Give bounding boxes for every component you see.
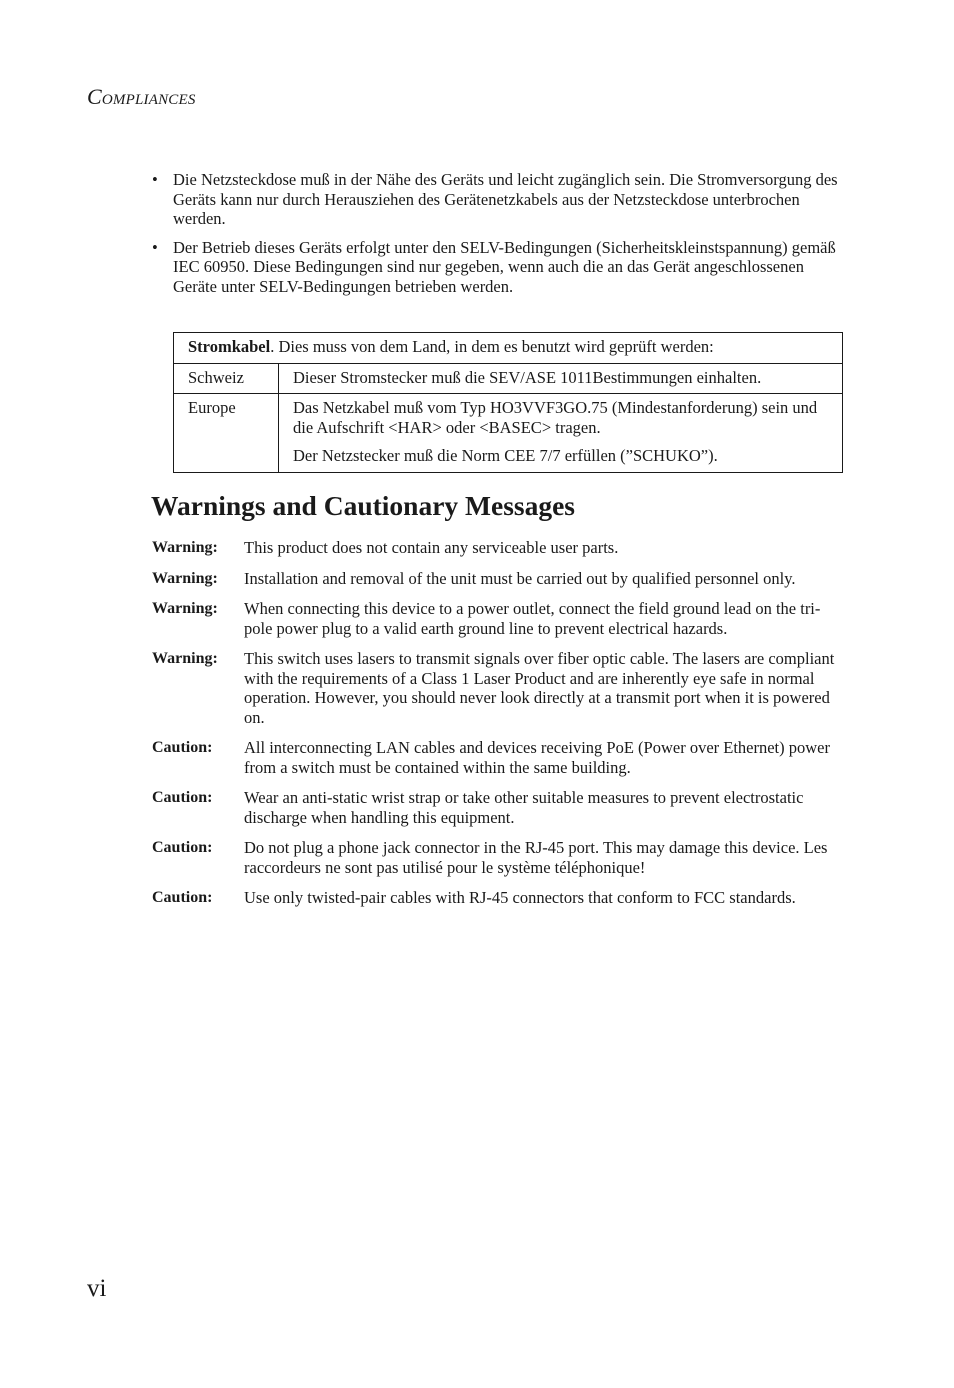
warning-notice	[152, 569, 844, 589]
warning-notice	[152, 538, 844, 558]
section-title: Warnings and Cautionary Messages	[151, 490, 576, 521]
notice-label: Warning:	[152, 600, 218, 617]
notice-label: Caution:	[152, 839, 213, 856]
table-header-row	[174, 333, 843, 364]
table-header-cell	[174, 333, 843, 364]
notice-text: Use only twisted-pair cables with RJ-45 connectors that conform to FCC standards.	[244, 888, 796, 907]
table-row	[174, 363, 843, 394]
table-row	[174, 394, 843, 473]
notice-label: Warning:	[152, 650, 218, 667]
country-cell: Schweiz	[174, 363, 279, 394]
caution-notice	[152, 738, 844, 777]
spec-cell	[279, 363, 843, 394]
warning-notice	[152, 599, 844, 638]
spec-text: Der Netzstecker muß die Norm CEE 7/7 erfüllen (”SCHUKO”).	[293, 446, 718, 465]
power-cord-table	[173, 332, 843, 473]
notice-label: Warning:	[152, 569, 218, 587]
notice-text: When connecting this device to a power outlet, connect the field ground lead on the tri-pole power plug to a valid earth ground line to prevent electrical hazards.	[244, 599, 821, 638]
table-header-bold: Stromkabel	[188, 337, 271, 356]
bullet-icon: •	[152, 237, 158, 257]
notice-list	[152, 538, 844, 919]
safety-bullet-list	[152, 170, 844, 305]
notice-text: Do not plug a phone jack connector in the RJ-45 port. This may damage this device. Les raccordeurs ne sont pas utilisé pour le système téléphonique!	[244, 838, 828, 877]
warning-notice	[152, 649, 844, 727]
notice-text: Installation and removal of the unit must be carried out by qualified personnel only.	[244, 568, 796, 588]
notice-text: This switch uses lasers to transmit signals over fiber optic cable. The lasers are compliant with the requirements of a Class 1 Laser Product and are inherently eye safe in normal operation. However, you should never look directly at a transmit port when it is powered on.	[244, 649, 835, 727]
caution-notice	[152, 838, 844, 877]
notice-label: Warning:	[152, 539, 218, 556]
notice-text: All interconnecting LAN cables and devices receiving PoE (Power over Ethernet) power from a switch must be contained within the same building.	[244, 738, 830, 777]
notice-label: Caution:	[152, 789, 213, 806]
list-item	[152, 170, 844, 229]
table-header-text: . Dies muss von dem Land, in dem es benutzt wird geprüft werden:	[270, 337, 714, 356]
spec-cell	[279, 394, 843, 473]
bullet-icon: •	[152, 170, 158, 189]
notice-label: Caution:	[152, 739, 213, 756]
spec-text: Das Netzkabel muß vom Typ HO3VVF3GO.75 (Mindestanforderung) sein und die Aufschrift <HAR> oder <BASEC> tragen.	[293, 398, 818, 437]
caution-notice	[152, 888, 844, 908]
notice-text: Wear an anti-static wrist strap or take other suitable measures to prevent electrostatic discharge when handling this equipment.	[244, 788, 804, 827]
spec-text: Dieser Stromstecker muß die SEV/ASE 1011Bestimmungen einhalten.	[293, 367, 762, 387]
bullet-text: Die Netzsteckdose muß in der Nähe des Geräts und leicht zugänglich sein. Die Stromversorgung des Geräts kann nur durch Herausziehen des Gerätenetzkabels aus der Netzsteckdose unterbrochen werden.	[173, 170, 838, 228]
notice-label: Caution:	[152, 889, 213, 906]
country-cell: Europe	[174, 394, 279, 473]
notice-text: This product does not contain any serviceable user parts.	[244, 538, 619, 557]
page-number: vi	[87, 1275, 107, 1302]
running-header: Compliances	[87, 84, 196, 109]
bullet-text: Der Betrieb dieses Geräts erfolgt unter den SELV-Bedingungen (Sicherheitskleinstspannung) gemäß IEC 60950. Diese Bedingungen sind nur gegeben, wenn auch die an das Gerät angeschlossenen Geräte unter SELV-Bedingungen betrieben werden.	[173, 237, 836, 296]
caution-notice	[152, 788, 844, 827]
list-item	[152, 238, 844, 297]
